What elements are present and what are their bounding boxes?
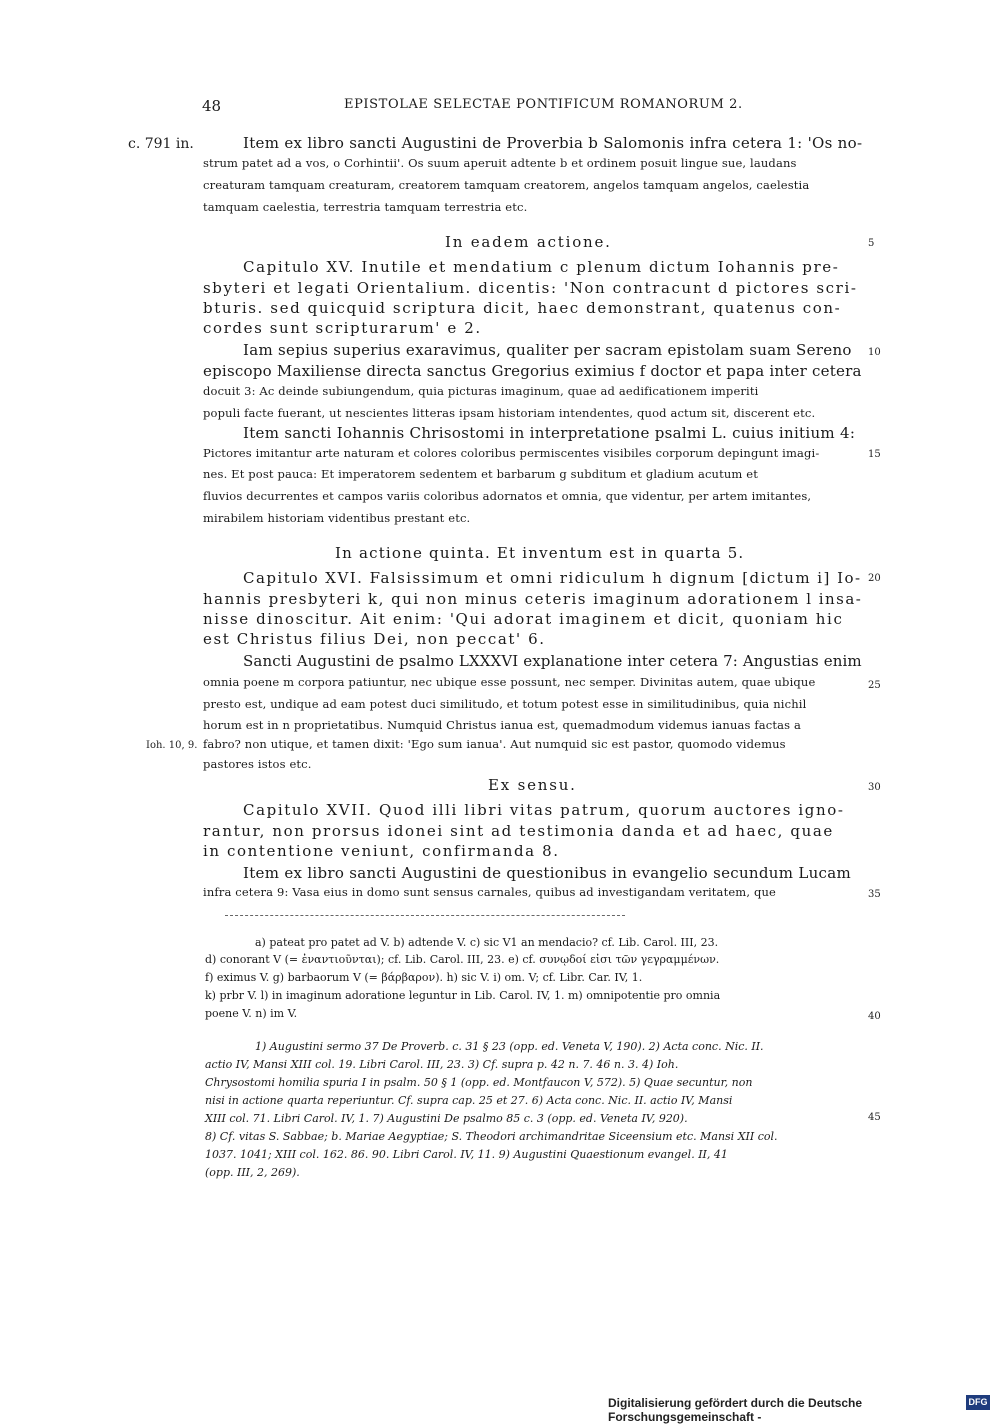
body-line: Item sancti Iohannis Chrisostomi in interpretatione psalmi L. cuius initium 4:	[243, 424, 856, 442]
footnote-line: 8) Cf. vitas S. Sabbae; b. Mariae Aegyptiae; S. Theodori archimandritae Siceensium etc. Mansi XII col.	[205, 1130, 778, 1143]
section-heading: In eadem actione.	[445, 233, 612, 251]
line-number: 15	[868, 449, 881, 460]
margin-note-lower: Ioh. 10, 9.	[146, 740, 198, 751]
body-line: fluvios decurrentes et campos variis coloribus adornatos et omnia, que videntur, per artem imitantes,	[203, 489, 812, 503]
chapter-heading: Capitulo XVII. Quod illi libri vitas patrum, quorum auctores igno-	[243, 801, 845, 819]
running-title: EPISTOLAE SELECTAE PONTIFICUM ROMANORUM 2.	[344, 97, 743, 112]
body-line: hannis presbyteri k, qui non minus ceteris imaginum adorationem l insa-	[203, 590, 863, 608]
body-line: Pictores imitantur arte naturam et colores coloribus permiscentes visibiles corporum depingunt imagi-	[203, 446, 820, 460]
body-line: pastores istos etc.	[203, 757, 312, 771]
body-line: sbyteri et legati Orientalium. dicentis: 'Non contracunt d pictores scri-	[203, 279, 858, 297]
line-number: 30	[868, 782, 881, 793]
line-number: 35	[868, 889, 881, 900]
dfg-logo: DFG	[966, 1395, 990, 1410]
body-line: Item ex libro sancti Augustini de questionibus in evangelio secundum Lucam	[243, 864, 852, 882]
apparatus-line: d) conorant V (= ἐναντιοῦνται); cf. Lib. Carol. III, 23. e) cf. συνῳδοί εἰσι τῶν γεγραμμένων.	[205, 953, 720, 966]
body-line: horum est in n proprietatibus. Numquid Christus ianua est, quemadmodum videmus ianuas factas a	[203, 718, 802, 732]
apparatus-line: k) prbr V. l) in imaginum adoratione leguntur in Lib. Carol. IV, 1. m) omnipotentie pro omnia	[205, 989, 721, 1002]
separator-rule	[225, 915, 625, 916]
margin-note-top: c. 791 in.	[128, 136, 194, 152]
body-line: Item ex libro sancti Augustini de Proverbia b Salomonis infra cetera 1: 'Os no-	[243, 134, 863, 152]
section-heading: Ex sensu.	[488, 776, 577, 794]
body-line: rantur, non prorsus idonei sint ad testimonia danda et ad haec, quae	[203, 822, 834, 840]
body-line: populi facte fuerant, ut nescientes litteras ipsam historiam intendentes, quod actum sit, discerent etc.	[203, 406, 816, 420]
apparatus-line: a) pateat pro patet ad V. b) adtende V. c) sic V1 an mendacio? cf. Lib. Carol. III, 23.	[255, 936, 719, 949]
body-line: est Christus filius Dei, non peccat' 6.	[203, 630, 546, 648]
chapter-heading: Capitulo XV. Inutile et mendatium c plenum dictum Iohannis pre-	[243, 258, 840, 276]
footnote-line: 1) Augustini sermo 37 De Proverb. c. 31 § 23 (opp. ed. Veneta V, 190). 2) Acta conc. Nic. II.	[255, 1040, 764, 1053]
line-number: 10	[868, 347, 881, 358]
body-line: creaturam tamquam creaturam, creatorem tamquam creatorem, angelos tamquam angelos, caelestia	[203, 178, 810, 192]
digitization-banner: Digitalisierung gefördert durch die Deutsche Forschungsgemeinschaft -	[608, 1396, 863, 1424]
line-number: 5	[868, 238, 875, 249]
apparatus-line: poene V. n) im V.	[205, 1007, 298, 1020]
footnote-line: nisi in actione quarta reperiuntur. Cf. supra cap. 25 et 27. 6) Acta conc. Nic. II. actio IV, Mansi	[205, 1094, 733, 1107]
body-line: in contentione veniunt, confirmanda 8.	[203, 842, 560, 860]
body-line: cordes sunt scripturarum' e 2.	[203, 319, 482, 337]
body-line: omnia poene m corpora patiuntur, nec ubique esse possunt, nec semper. Divinitas autem, quae ubique	[203, 675, 816, 689]
body-line: Sancti Augustini de psalmo LXXXVI explanatione inter cetera 7: Angustias enim	[243, 652, 862, 670]
body-line: Iam sepius superius exaravimus, qualiter per sacram epistolam suam Sereno	[243, 341, 852, 359]
body-line: presto est, undique ad eam potest duci similitudo, et totum potest esse in similitudinibus, quia nichil	[203, 697, 807, 711]
body-line: docuit 3: Ac deinde subiungendum, quia picturas imaginum, quae ad aedificationem imperiti	[203, 384, 759, 398]
apparatus-line: f) eximus V. g) barbaorum V (= βάρβαρον). h) sic V. i) om. V; cf. Libr. Car. IV, 1.	[205, 971, 643, 984]
body-line: infra cetera 9: Vasa eius in domo sunt sensus carnales, quibus ad investigandam veritatem, que	[203, 885, 776, 899]
line-number: 45	[868, 1112, 881, 1123]
body-line: mirabilem historiam videntibus prestant etc.	[203, 511, 471, 525]
chapter-heading: Capitulo XVI. Falsissimum et omni ridiculum h dignum [dictum i] Io-	[243, 569, 862, 587]
body-line: nisse dinoscitur. Ait enim: 'Qui adorat imaginem et dicit, quoniam hic	[203, 610, 844, 628]
footnote-line: 1037. 1041; XIII col. 162. 86. 90. Libri Carol. IV, 11. 9) Augustini Quaestionum evangel. II, 41	[205, 1148, 728, 1161]
body-line: bturis. sed quicquid scriptura dicit, haec demonstrant, quatenus con-	[203, 299, 842, 317]
footnote-line: Chrysostomi homilia spuria I in psalm. 50 § 1 (opp. ed. Montfaucon V, 572). 5) Quae secuntur, non	[205, 1076, 753, 1089]
body-line: tamquam caelestia, terrestria tamquam terrestria etc.	[203, 200, 528, 214]
footnote-line: actio IV, Mansi XIII col. 19. Libri Carol. III, 23. 3) Cf. supra p. 42 n. 7. 46 n. 3. 4) Ioh.	[205, 1058, 679, 1071]
body-line: episcopo Maxiliense directa sanctus Gregorius eximius f doctor et papa inter cetera	[203, 362, 862, 380]
body-line: fabro? non utique, et tamen dixit: 'Ego sum ianua'. Aut numquid sic est pastor, quomodo videmus	[203, 737, 786, 751]
body-line: nes. Et post pauca: Et imperatorem sedentem et barbarum g subditum et gladium acutum et	[203, 467, 759, 481]
footnote-line: (opp. III, 2, 269).	[205, 1166, 300, 1179]
section-heading: In actione quinta. Et inventum est in quarta 5.	[335, 544, 745, 562]
body-line: strum patet ad a vos, o Corhintii'. Os suum aperuit adtente b et ordinem posuit lingue sue, laudans	[203, 156, 797, 170]
line-number: 25	[868, 680, 881, 691]
footnote-line: XIII col. 71. Libri Carol. IV, 1. 7) Augustini De psalmo 85 c. 3 (opp. ed. Veneta IV, 920).	[205, 1112, 688, 1125]
line-number: 20	[868, 573, 881, 584]
page-number: 48	[202, 97, 222, 115]
line-number: 40	[868, 1011, 881, 1022]
